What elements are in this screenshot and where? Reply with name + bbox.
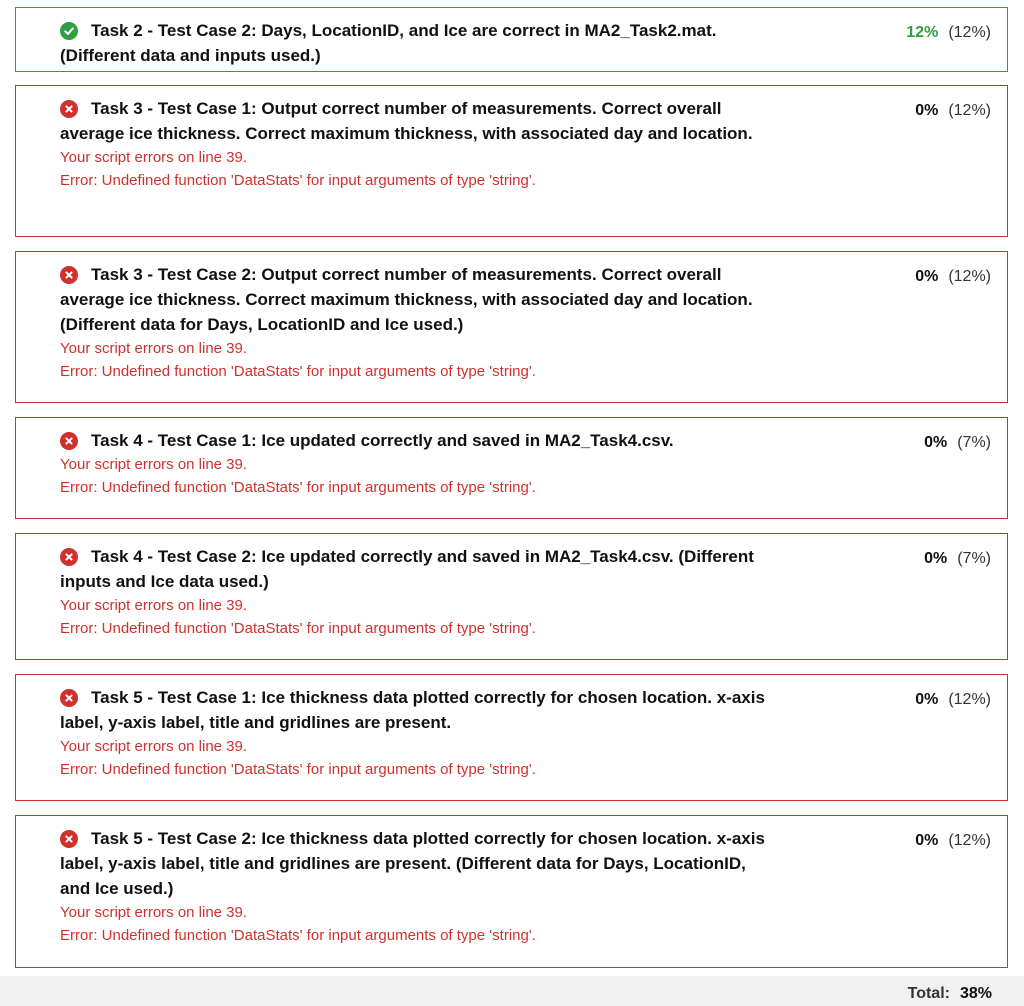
- x-circle-icon: [60, 548, 78, 566]
- test-case-body: [60, 428, 772, 499]
- score-earned: 0%: [924, 550, 948, 567]
- test-case-score: [924, 548, 991, 570]
- score-weight: (12%): [948, 24, 991, 41]
- score-weight: (12%): [948, 268, 991, 285]
- test-case-card: [15, 85, 1008, 237]
- test-case-score: [915, 689, 991, 711]
- score-earned: 0%: [915, 832, 939, 849]
- error-message: Error: Undefined function 'DataStats' for input arguments of type 'string'.: [60, 927, 536, 944]
- error-message: Your script errors on line 39.: [60, 149, 248, 166]
- x-circle-icon: [60, 689, 78, 707]
- test-case-card: [15, 7, 1008, 72]
- test-case-card: [15, 674, 1008, 801]
- x-circle-icon: [60, 432, 78, 450]
- test-case-body: [60, 96, 772, 192]
- x-circle-icon: [60, 830, 78, 848]
- test-case-body: [60, 826, 772, 947]
- check-circle-icon: [60, 22, 78, 40]
- x-circle-icon: [60, 100, 78, 118]
- error-message: Your script errors on line 39.: [60, 904, 248, 921]
- x-circle-icon: [60, 266, 78, 284]
- test-case-body: [60, 685, 772, 781]
- score-weight: (12%): [948, 691, 991, 708]
- score-earned: 0%: [924, 434, 948, 451]
- test-case-body: [60, 544, 772, 640]
- total-value: 38%: [959, 985, 992, 1002]
- score-weight: (12%): [948, 832, 991, 849]
- score-earned: 0%: [915, 268, 939, 285]
- test-case-card: [15, 533, 1008, 660]
- test-case-card: [15, 417, 1008, 519]
- error-message: Your script errors on line 39.: [60, 340, 248, 357]
- test-case-title: Task 4 - Test Case 2: Ice updated correctly and saved in MA2_Task4.csv. (Different inputs and Ice data used.): [60, 547, 754, 591]
- score-earned: 0%: [915, 691, 939, 708]
- error-message: Error: Undefined function 'DataStats' for input arguments of type 'string'.: [60, 172, 536, 189]
- test-case-title: Task 5 - Test Case 1: Ice thickness data plotted correctly for chosen location. x-axis label, y-axis label, title and gridlines are present.: [60, 688, 765, 732]
- error-message: Error: Undefined function 'DataStats' for input arguments of type 'string'.: [60, 620, 536, 637]
- score-weight: (12%): [948, 102, 991, 119]
- error-message: Your script errors on line 39.: [60, 738, 248, 755]
- error-message: Error: Undefined function 'DataStats' for input arguments of type 'string'.: [60, 363, 536, 380]
- test-case-title: Task 3 - Test Case 1: Output correct number of measurements. Correct overall average ice thickness. Correct maximum thickness, with associated day and location.: [60, 99, 753, 143]
- error-message: Your script errors on line 39.: [60, 456, 248, 473]
- test-case-body: [60, 262, 772, 383]
- error-message: Error: Undefined function 'DataStats' for input arguments of type 'string'.: [60, 479, 536, 496]
- score-weight: (7%): [957, 550, 991, 567]
- score-earned: 12%: [906, 24, 939, 41]
- test-case-score: [915, 266, 991, 288]
- test-case-body: [60, 18, 772, 68]
- test-case-title: Task 4 - Test Case 1: Ice updated correctly and saved in MA2_Task4.csv.: [91, 431, 674, 450]
- total-label: Total:: [907, 985, 950, 1002]
- test-case-card: [15, 815, 1008, 968]
- total-score: [908, 985, 992, 1003]
- error-message: Your script errors on line 39.: [60, 597, 248, 614]
- score-earned: 0%: [915, 102, 939, 119]
- test-case-score: [915, 100, 991, 122]
- test-case-score: [915, 830, 991, 852]
- summary-footer: [0, 976, 1024, 1006]
- test-case-title: Task 5 - Test Case 2: Ice thickness data plotted correctly for chosen location. x-axis label, y-axis label, title and gridlines are present. (Different data for Days, LocationID, and Ice used.): [60, 829, 765, 898]
- test-case-score: [924, 432, 991, 454]
- score-weight: (7%): [957, 434, 991, 451]
- error-message: Error: Undefined function 'DataStats' for input arguments of type 'string'.: [60, 761, 536, 778]
- test-case-card: [15, 251, 1008, 403]
- test-case-title: Task 3 - Test Case 2: Output correct number of measurements. Correct overall average ice thickness. Correct maximum thickness, with associated day and location. (Different data for Days, LocationID and Ice used.): [60, 265, 753, 334]
- test-case-score: [906, 22, 991, 44]
- test-case-title: Task 2 - Test Case 2: Days, LocationID, and Ice are correct in MA2_Task2.mat. (Different data and inputs used.): [60, 21, 717, 65]
